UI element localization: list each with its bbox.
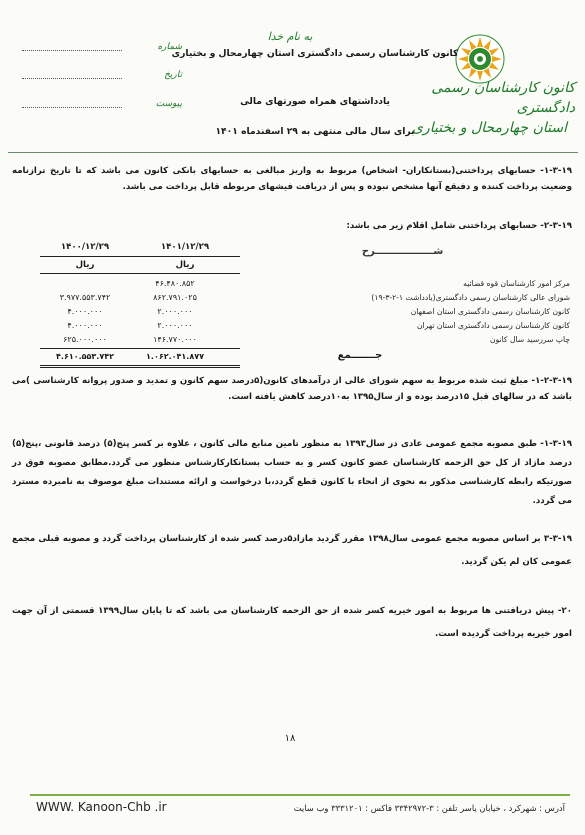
row-prev — [40, 278, 130, 290]
footer-divider — [30, 794, 570, 796]
attachment-label: پیوست — [155, 99, 182, 109]
note-1-3-19-b: ۱-۳-۱۹- طبق مصوبه مجمع عمومی عادی در سال۱۳۹۳ به منظور تامین منابع مالی کانون ، علاوه بر کسر پنج(۵) درصد قانونی ،پنج(۵) درصد مازاد از کل حق الزحمه کارشناسان عضو کانون کسر و به حساب بستانکارکارشناس منظور می گردد.مطابق مصوبه فوق در صورتیکه رابطه کارشناسی مذکور به نحوی از انحاء با کانون قطع گردد،با درخواست و ارائه مستندات مبلغ موصوف به نامبرده مسترد می گردد. — [12, 439, 572, 506]
doc-title: کانون کارشناسان رسمی دادگستری استان چهارمحال و بختیاری — [171, 48, 459, 59]
doc-period: برای سال مالی منتهی به ۲۹ اسفندماه ۱۴۰۱ — [215, 126, 415, 137]
row-label: شورای عالی کارشناسان رسمی دادگستری(یادداشت ۱-۲-۳-۱۹) — [371, 293, 570, 302]
note-1-2-3-19: ۱-۲-۳-۱۹- مبلغ ثبت شده مربوط به سهم شورای عالی از درآمدهای کانون(۵درصد سهم کانون و تمدید و صدور پروانه کارشناسی )می باشد که در سالهای قبل ۱۵درصد بوده و از سال۱۳۹۵ به۱۰درصد کاهش یافته است. — [12, 376, 572, 402]
total-label: جـــــــمع — [337, 350, 383, 361]
row-label: کانون کارشناسان رسمی دادگستری استان تهران — [416, 321, 570, 330]
note-2-3-19: ۲-۳-۱۹- حسابهای پرداختنی شامل اقلام زیر می باشد: — [346, 221, 572, 231]
footer-address: آدرس : شهرکرد ، خیابان یاسر تلفن : ۳-۳۳۴۲۹۷۲ فاکس : ۳۳۳۱۲۰۱ وب سایت — [293, 803, 565, 813]
row-prev: ۳.۹۷۷.۵۵۳.۷۴۲ — [59, 293, 111, 302]
note-1-3-19: ۱-۳-۱۹- حسابهای پرداختنی(بستانکاران- اشخاص) مربوط به واریز مبالغی به حسابهای بانکی کانون می باشد که تا تاریخ ترازنامه وضعیت پرداخت کننده و دفیقع آنها مشخص نبوده و پس از دریافت فیشهای مربوطه قابل پرداخت می باشد. — [12, 166, 572, 192]
note-20: ۲۰- پیش دریافتنی ها مربوط به امور خیریه کسر شده از حق الزحمه کارشناسان می باشد که تا پایان سال۱۳۹۹ قسمتی از آن جهت امور خیریه پرداخت گردیده است. — [12, 606, 572, 639]
row-current: ۲.۰۰۰.۰۰۰ — [157, 321, 193, 330]
row-prev: ۴.۰۰۰.۰۰۰ — [67, 321, 103, 330]
doc-subtitle: یادداشتهای همراه صورتهای مالی — [240, 96, 390, 107]
unit-prev: ریال — [75, 260, 95, 270]
row-current: ۴۶.۴۸۰.۸۵۲ — [155, 279, 195, 288]
total-bottom-rule — [40, 365, 240, 368]
date-field — [22, 70, 182, 84]
bismillah: به نام خدا — [267, 30, 313, 43]
total-prev: ۴.۶۱۰.۵۵۳.۷۴۲ — [56, 352, 114, 361]
number-label: شماره — [157, 42, 182, 52]
row-current: ۸۶۲.۷۹۱.۰۲۵ — [153, 293, 197, 302]
row-label: مرکز امور کارشناسان قوه قضائیه — [463, 279, 570, 288]
org-script-line1: کانون کارشناسان رسمی دادگستری — [431, 80, 575, 116]
col-description: شـــــــــــــــــرح — [361, 246, 444, 257]
row-current: ۲.۰۰۰.۰۰۰ — [157, 307, 193, 316]
row-label: کانون کارشناسان رسمی دادگستری استان اصفهان — [410, 307, 570, 316]
footer-website[interactable]: WWW. Kanoon-Chb .ir — [36, 800, 167, 814]
date-label: تاریخ — [164, 70, 182, 80]
total-top-rule — [40, 348, 240, 349]
row-prev: ۴.۰۰۰.۰۰۰ — [67, 307, 103, 316]
row-label: چاپ سررسید سال کانون — [490, 335, 570, 344]
row-current: ۱۴۶.۷۷۰.۰۰۰ — [153, 335, 197, 344]
org-script-line2: استان چهارمحال و بختیاری — [412, 120, 567, 136]
note-3-3-19: ۳-۳-۱۹ بر اساس مصوبه مجمع عمومی سال۱۳۹۸ مقرر گردید مازاد۵درصد کسر شده از کارشناسان پرداخت گردد و مصوبه قبلی مجمع عمومی کان لم یکن گردید. — [12, 534, 572, 567]
page-number: ۱۸ — [284, 733, 296, 744]
number-field — [22, 42, 182, 56]
col-prev-year: ۱۴۰۰/۱۲/۲۹ — [60, 242, 110, 252]
col-current-year: ۱۴۰۱/۱۲/۲۹ — [160, 242, 210, 252]
total-current: ۱.۰۶۲.۰۴۱.۸۷۷ — [146, 352, 204, 361]
row-prev: ۶۲۵.۰۰۰.۰۰۰ — [63, 335, 107, 344]
header-divider — [8, 152, 578, 153]
header-rule-bottom — [40, 273, 240, 274]
unit-current: ریال — [175, 260, 195, 270]
header-rule — [40, 256, 240, 257]
attachment-field — [22, 99, 182, 113]
